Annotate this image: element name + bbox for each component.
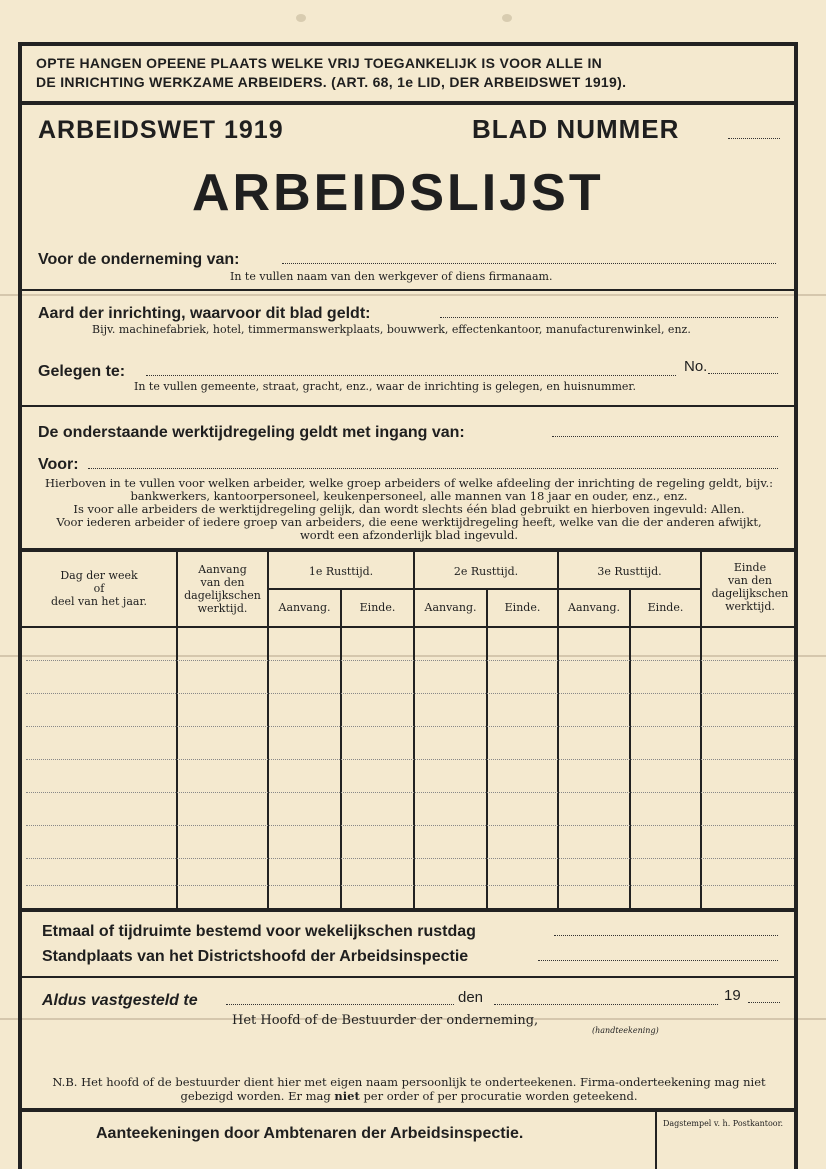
col-header-rest3-end: Einde. <box>647 601 684 614</box>
table-row[interactable] <box>26 825 794 826</box>
col-header-end: Einde van den dagelijkschen werktijd. <box>711 561 789 613</box>
table-row[interactable] <box>26 726 794 727</box>
col-header-day: Dag der week of deel van het jaar. <box>50 569 147 608</box>
table-row[interactable] <box>26 858 794 859</box>
company-hint: In te vullen naam van den werkgever of diens firmanaam. <box>230 270 553 283</box>
col-header-rest2-start: Aanvang. <box>424 601 477 614</box>
header-divider <box>18 626 798 628</box>
established-place-field[interactable] <box>226 1004 454 1005</box>
table-row[interactable] <box>26 885 794 886</box>
signer-label: Het Hoofd of de Bestuurder der onderneming, <box>232 1013 539 1028</box>
inspection-label: Standplaats van het Districtshoofd der Arbeidsinspectie <box>42 948 469 965</box>
regulation-start-field[interactable] <box>552 436 778 437</box>
regulation-for-label: Voor: <box>38 456 79 473</box>
punch-hole <box>502 14 512 22</box>
company-field[interactable] <box>282 263 776 264</box>
instruction-line: wordt een afzonderlijk blad ingevuld. <box>299 528 519 542</box>
location-hint: In te vullen gemeente, straat, gracht, enz., waar de inrichting is gelegen, en huisnummer. <box>134 380 636 393</box>
col-header-rest2-end: Einde. <box>504 601 541 614</box>
col-header-rest3-start: Aanvang. <box>568 601 620 614</box>
subheader-divider <box>267 588 700 590</box>
regulation-start-label: De onderstaande werktijdregeling geldt met ingang van: <box>38 424 465 441</box>
house-number-label: No. <box>684 358 708 375</box>
sheet-number-field[interactable] <box>728 138 780 139</box>
col-header-rest2: 2e Rusttijd. <box>453 565 519 578</box>
table-row[interactable] <box>26 792 794 793</box>
divider <box>18 289 798 291</box>
instruction-line: Voor iederen arbeider of iedere groep van arbeiders, die eene werktijdregeling heeft, welke van die der anderen afwijkt, <box>56 515 762 529</box>
posting-notice-line2: DE INRICHTING WERKZAME ARBEIDERS. (ART. 68, 1e LID, DER ARBEIDSWET 1919). <box>36 74 627 90</box>
rest-day-label: Etmaal of tijdruimte bestemd voor wekelijkschen rustdag <box>42 923 476 940</box>
col-header-rest1-end: Einde. <box>359 601 396 614</box>
nb-note-line1: N.B. Het hoofd of de bestuurder dient hier met eigen naam persoonlijk te onderteekenen. Firma-onderteekening mag niet <box>52 1075 766 1089</box>
company-label: Voor de onderneming van: <box>38 251 240 268</box>
table-row[interactable] <box>26 660 794 661</box>
nb-note-line2: gebezigd worden. Er mag niet per order of per procuratie worden geteekend. <box>180 1089 638 1103</box>
location-label: Gelegen te: <box>38 363 126 380</box>
location-field[interactable] <box>146 375 676 376</box>
punch-hole <box>296 14 306 22</box>
divider <box>18 976 798 978</box>
stamp-label: Dagstempel v. h. Postkantoor. <box>663 1119 784 1128</box>
sheet-number-label: BLAD NUMMER <box>472 114 680 144</box>
established-label: Aldus vastgesteld te <box>42 992 198 1009</box>
col-header-rest1-start: Aanvang. <box>278 601 331 614</box>
law-title: ARBEIDSWET 1919 <box>38 116 284 144</box>
date-field[interactable] <box>494 1004 718 1005</box>
signature-field[interactable] <box>560 1040 770 1072</box>
posting-notice-line1: OPTE HANGEN OPEENE PLAATS WELKE VRIJ TOEGANKELIJK IS VOOR ALLE IN <box>36 55 603 71</box>
divider <box>18 101 798 105</box>
instruction-line: Is voor alle arbeiders de werktijdregeling gelijk, dan wordt slechts één blad gebruikt en hierboven ingevuld: Allen. <box>73 502 745 516</box>
establishment-label: Aard der inrichting, waarvoor dit blad geldt: <box>38 305 371 322</box>
signature-hint: (handteekening) <box>592 1026 659 1035</box>
instruction-line: bankwerkers, kantoorpersoneel, keukenpersoneel, alle mannen van 18 jaar en ouder, enz., enz. <box>130 489 688 503</box>
page-title: ARBEIDSLIJST <box>192 164 604 222</box>
column-divider <box>486 590 488 908</box>
col-header-start: Aanvang van den dagelijkschen werktijd. <box>184 563 261 615</box>
rest-day-field[interactable] <box>554 935 778 936</box>
column-divider <box>629 590 631 908</box>
year-label: 19 <box>724 987 741 1004</box>
table-row[interactable] <box>26 693 794 694</box>
stamp-box-divider <box>655 1110 657 1169</box>
instruction-line: Hierboven in te vullen voor welken arbeider, welke groep arbeiders of welke afdeeling der inrichting de regeling geldt, bijv.: <box>44 476 774 490</box>
regulation-for-field[interactable] <box>88 468 778 469</box>
col-header-rest3: 3e Rusttijd. <box>597 565 662 578</box>
establishment-hint: Bijv. machinefabriek, hotel, timmermanswerkplaats, bouwwerk, effectenkantoor, manufacturenwinkel, enz. <box>92 323 691 336</box>
divider <box>18 548 798 552</box>
table-row[interactable] <box>26 759 794 760</box>
column-divider <box>340 590 342 908</box>
year-field[interactable] <box>748 1002 780 1003</box>
divider <box>18 405 798 407</box>
establishment-field[interactable] <box>440 317 778 318</box>
col-header-rest1: 1e Rusttijd. <box>308 565 374 578</box>
date-label: den <box>458 989 484 1006</box>
divider <box>18 908 798 912</box>
notes-label: Aanteekeningen door Ambtenaren der Arbeidsinspectie. <box>96 1125 524 1142</box>
divider <box>18 1108 798 1112</box>
inspection-field[interactable] <box>538 960 778 961</box>
house-number-field[interactable] <box>708 373 778 374</box>
